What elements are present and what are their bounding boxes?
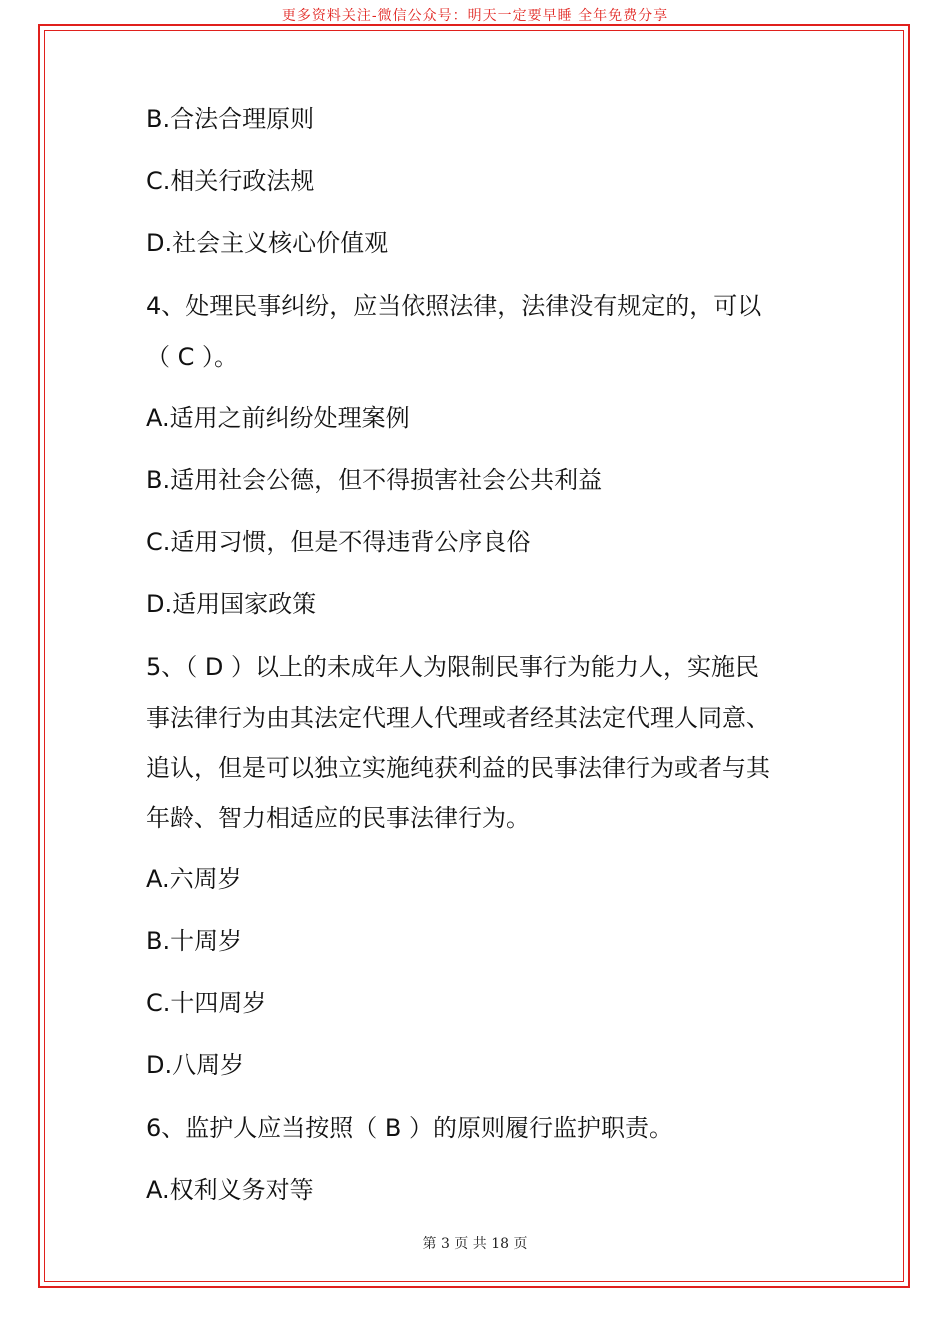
option-c-q5: C.十四周岁 (146, 989, 267, 1017)
option-a-q6: A.权利义务对等 (146, 1176, 314, 1204)
question-6-line-1: 6、监护人应当按照（ B ）的原则履行监护职责。 (146, 1114, 673, 1142)
option-a-q4: A.适用之前纠纷处理案例 (146, 404, 410, 432)
question-5-line-4: 年龄、智力相适应的民事法律行为。 (146, 804, 530, 832)
option-d-q4: D.适用国家政策 (146, 590, 317, 618)
question-5-line-3: 追认，但是可以独立实施纯获利益的民事法律行为或者与其 (146, 754, 770, 782)
option-d-q3: D.社会主义核心价值观 (146, 229, 389, 257)
option-c-q3: C.相关行政法规 (146, 167, 315, 195)
option-b-q3: B.合法合理原则 (146, 105, 315, 133)
option-c-q4: C.适用习惯，但是不得违背公序良俗 (146, 528, 531, 556)
question-4-line-2: （ C ）。 (146, 343, 239, 371)
option-a-q5: A.六周岁 (146, 865, 242, 893)
question-5-line-1: 5、（ D ）以上的未成年人为限制民事行为能力人，实施民 (146, 653, 760, 681)
question-5-line-2: 事法律行为由其法定代理人代理或者经其法定代理人同意、 (146, 704, 770, 732)
option-d-q5: D.八周岁 (146, 1051, 245, 1079)
option-b-q5: B.十周岁 (146, 927, 243, 955)
header-watermark: 更多资料关注-微信公众号：明天一定要早睡 全年免费分享 (281, 8, 669, 24)
option-b-q4: B.适用社会公德，但不得损害社会公共利益 (146, 466, 603, 494)
page-number-footer: 第 3 页 共 18 页 (422, 1236, 528, 1252)
question-4-line-1: 4、处理民事纠纷，应当依照法律，法律没有规定的，可以 (146, 292, 762, 320)
